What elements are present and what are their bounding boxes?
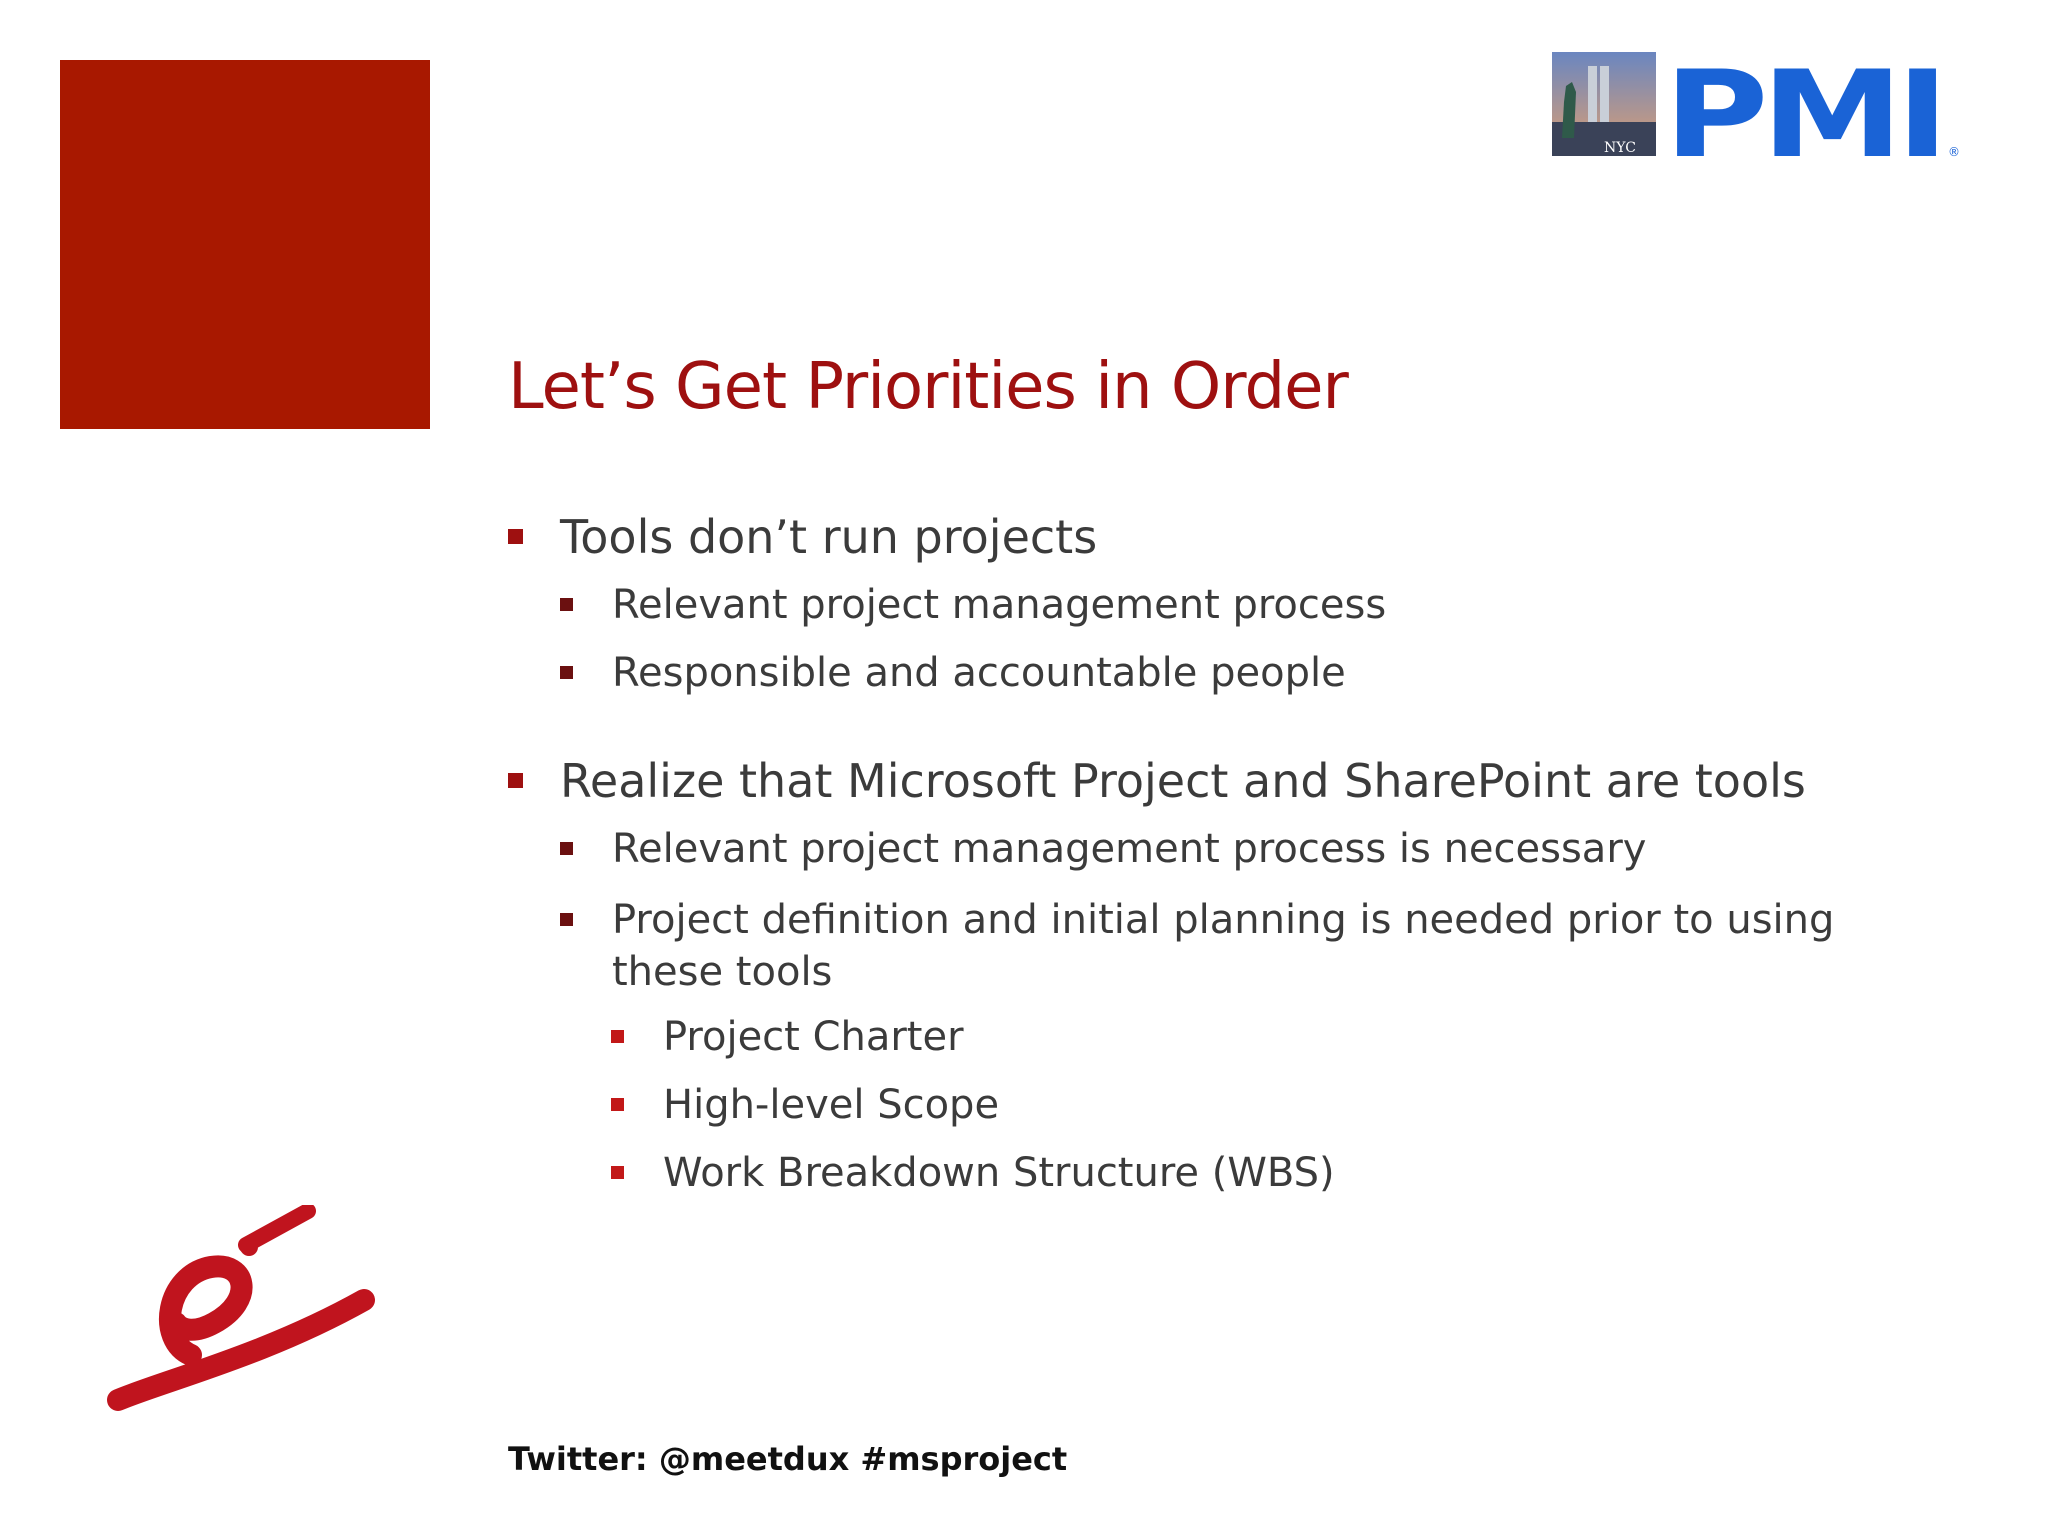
bullet-item — [612, 650, 1346, 696]
bullet-text: Project Charter — [663, 1014, 964, 1060]
pmi-logo-text: PMI — [1664, 52, 1942, 158]
footer-twitter: Twitter: @meetdux #msproject — [508, 1440, 1068, 1478]
bullet-item — [663, 1082, 999, 1128]
bullet-item — [612, 826, 1646, 872]
bullet-item — [663, 1150, 1335, 1196]
square-bullet-icon — [611, 1030, 624, 1043]
square-bullet-icon — [611, 1166, 624, 1179]
bullet-text: Responsible and accountable people — [612, 650, 1346, 696]
square-bullet-icon — [508, 529, 523, 544]
square-bullet-icon — [611, 1098, 624, 1111]
bullet-text: Tools don’t run projects — [560, 510, 1098, 564]
bullet-item — [560, 754, 1806, 808]
red-accent-square — [60, 60, 430, 429]
square-bullet-icon — [560, 842, 573, 855]
bullet-text: Relevant project management process — [612, 582, 1387, 628]
bullet-text: Work Breakdown Structure (WBS) — [663, 1150, 1335, 1196]
square-bullet-icon — [560, 598, 573, 611]
bullet-item — [612, 894, 1892, 998]
slide-title: Let’s Get Priorities in Order — [508, 350, 1348, 424]
bullet-text: Relevant project management process is necessary — [612, 826, 1647, 872]
svg-text:®: ® — [1948, 145, 1960, 158]
square-bullet-icon — [560, 913, 573, 926]
bullet-item — [612, 582, 1386, 628]
bullet-text: High-level Scope — [663, 1082, 1000, 1128]
red-brush-e-logo — [96, 1205, 386, 1430]
bullet-item — [560, 510, 1097, 564]
bullet-text: Realize that Microsoft Project and SharePoint are tools — [560, 754, 1806, 808]
square-bullet-icon — [508, 773, 523, 788]
bullet-item — [663, 1014, 964, 1060]
pmi-nyc-logo — [1552, 52, 1962, 158]
pmi-logo-city: NYC — [1604, 140, 1636, 156]
square-bullet-icon — [560, 666, 573, 679]
bullet-text: Project definition and initial planning is needed prior to using these tools — [612, 897, 1835, 995]
